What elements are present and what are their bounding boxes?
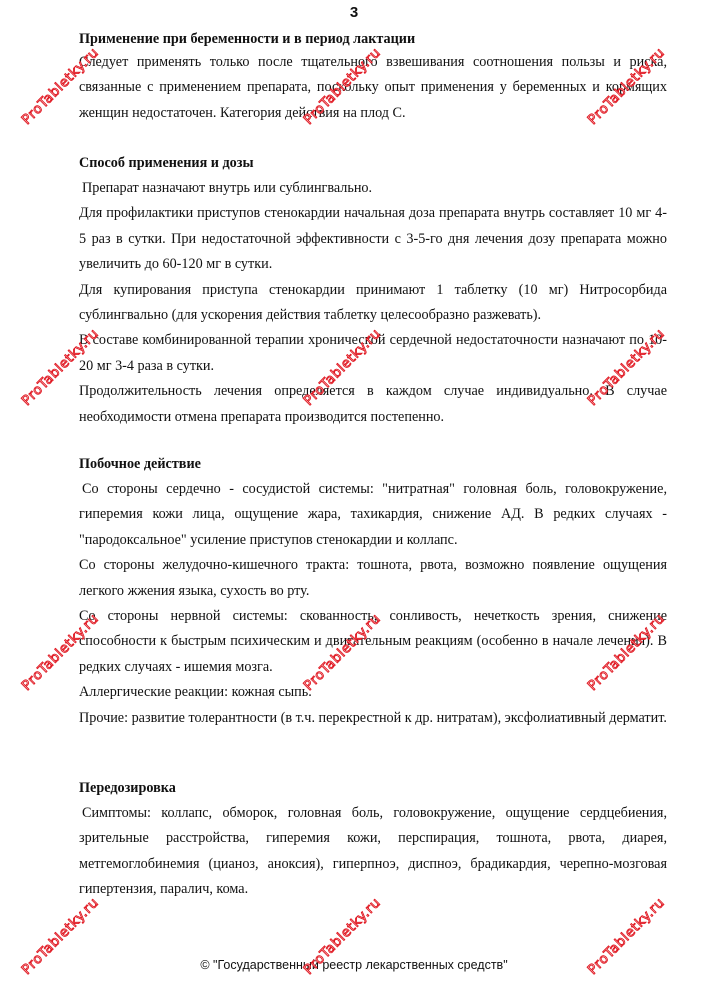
paragraph: Следует применять только после тщательного взвешивания соотношения пользы и риска, связанные с применением препарата, поскольку опыт применения у беременных и кормящих женщин недостаточен. Категория действия на плод С.	[79, 54, 667, 121]
paragraph: Продолжительность лечения определяется в каждом случае индивидуально. В случае необходимости отмена препарата производится постепенно.	[79, 383, 667, 425]
paragraph: В составе комбинированной терапии хронической сердечной недостаточности назначают по 10-20 мг 3-4 раза в сутки.	[79, 332, 667, 374]
watermark: ProTabletky.ru	[18, 894, 103, 978]
watermark: ProTabletky.ru	[584, 894, 669, 978]
watermark: ProTabletky.ru	[18, 325, 103, 409]
section-pregnancy	[79, 31, 667, 126]
section-side-effects	[79, 456, 667, 731]
paragraph: Со стороны нервной системы: скованность, сонливость, нечеткость зрения, снижение способности к быстрым психическим и двигательным реакциям (особенно в начале лечения). В редких случаях - ишемия мозга.	[79, 608, 667, 675]
watermark: ProTabletky.ru	[300, 894, 385, 978]
watermark: ProTabletky.ru	[300, 610, 385, 694]
paragraph: Препарат назначают внутрь или сублингвально.	[82, 180, 373, 196]
paragraph: Для купирования приступа стенокардии принимают 1 таблетку (10 мг) Нитросорбида сублингвально (для ускорения действия таблетку целесообразно разжевать).	[79, 281, 667, 324]
section-heading: Применение при беременности и в период лактации	[79, 31, 416, 47]
section-heading: Передозировка	[79, 780, 176, 796]
paragraph: Прочие: развитие толерантности (в т.ч. перекрестной к др. нитратам), эксфолиативный дерматит.	[79, 709, 667, 726]
watermark: ProTabletky.ru	[18, 44, 103, 128]
paragraph: Симптомы: коллапс, обморок, головная боль, головокружение, ощущение сердцебиения, зрительные расстройства, гиперемия кожи, перспирация, тошнота, рвота, диарея, метгемоглобинемия (цианоз, аноксия), гиперпноэ, диспноэ, брадикардия, черепно-мозговая гипертензия, паралич, кома.	[79, 805, 667, 898]
paragraph: Аллергические реакции: кожная сыпь.	[79, 684, 312, 701]
watermark: ProTabletky.ru	[584, 610, 669, 694]
page-number: 3	[349, 4, 359, 21]
paragraph: Со стороны сердечно - сосудистой системы: "нитратная" головная боль, головокружение, гиперемия кожи лица, ощущение жара, тахикардия, снижение АД. В редких случаях - "пародоксальное" усиление приступов стенокардии и коллапс.	[79, 481, 667, 548]
watermark: ProTabletky.ru	[18, 610, 103, 694]
paragraph: Со стороны желудочно-кишечного тракта: тошнота, рвота, возможно появление ощущения легкого жжения языка, сухость во рту.	[79, 557, 667, 599]
watermark: ProTabletky.ru	[300, 325, 385, 409]
section-heading: Побочное действие	[79, 456, 201, 472]
section-heading: Способ применения и дозы	[79, 155, 254, 171]
watermark: ProTabletky.ru	[584, 44, 669, 128]
footer-copyright: © "Государственный реестр лекарственных средств"	[200, 958, 508, 972]
paragraph: Для профилактики приступов стенокардии начальная доза препарата внутрь составляет 10 мг 4-5 раз в сутки. При недостаточной эффективности с 3-5-го дня лечения дозу препарата можно увеличить до 60-120 мг в сутки.	[79, 205, 667, 273]
watermark: ProTabletky.ru	[300, 44, 385, 128]
watermark: ProTabletky.ru	[584, 325, 669, 409]
section-dosage	[79, 155, 667, 430]
section-overdose	[79, 780, 667, 903]
